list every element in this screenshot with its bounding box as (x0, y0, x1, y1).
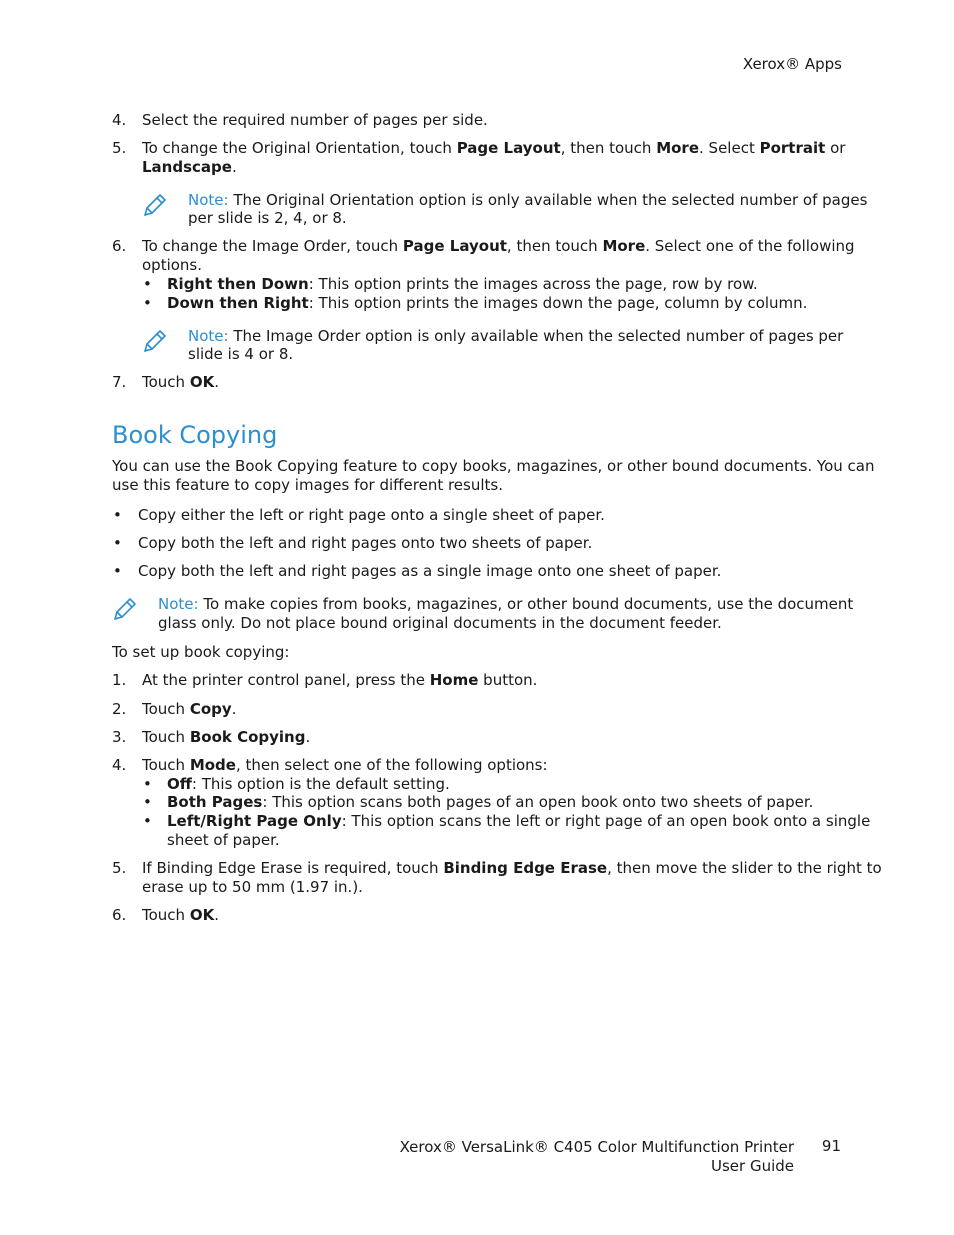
bold-term: Page Layout (402, 237, 507, 255)
bold-term: Page Layout (456, 139, 561, 157)
page-number: 91 (821, 1137, 841, 1155)
bullet-dot: • (143, 812, 152, 830)
bold-term: Both Pages (167, 793, 263, 811)
list-item (167, 793, 813, 812)
step-number: 5. (112, 859, 127, 877)
list-item: Copy both the left and right pages as a single image onto one sheet of paper. (138, 562, 722, 580)
bold-term: OK (189, 373, 215, 391)
text-run: Touch (142, 906, 190, 924)
list-item (167, 831, 280, 850)
text-run: . Select (699, 139, 760, 157)
text-run: : This option scans the left or right page of an open book onto a single (341, 812, 871, 830)
text-run: , then touch (560, 139, 657, 157)
step-number: 6. (112, 237, 127, 255)
bullet-dot: • (113, 534, 122, 552)
list-item (167, 812, 870, 831)
text-run: : This option is the default setting. (191, 775, 450, 793)
text-run: or (825, 139, 846, 157)
note-label: Note: (158, 595, 199, 613)
pencil-icon (111, 597, 137, 623)
step-number: 4. (112, 756, 127, 774)
text-run: To change the Image Order, touch (142, 237, 403, 255)
step-text (142, 237, 855, 256)
bold-term: More (656, 139, 700, 157)
note-line: slide is 4 or 8. (188, 345, 294, 363)
text-run: . (305, 728, 311, 746)
paragraph-line: To set up book copying: (112, 643, 290, 661)
bullet-dot: • (113, 506, 122, 524)
text-run: Select the required number of pages per side. (142, 111, 488, 129)
text-run: . (231, 700, 237, 718)
step-number: 4. (112, 111, 127, 129)
text-run: Touch (142, 373, 190, 391)
step-text (142, 671, 537, 690)
pencil-icon (141, 193, 167, 219)
note-line: glass only. Do not place bound original documents in the document feeder. (158, 614, 722, 632)
text-run: : This option scans both pages of an open book onto two sheets of paper. (262, 793, 814, 811)
bold-term: Down then Right (167, 294, 309, 312)
step-number: 3. (112, 728, 127, 746)
text-run: sheet of paper. (167, 831, 280, 849)
bold-term: Copy (189, 700, 232, 718)
bold-term: Mode (189, 756, 236, 774)
note-label: Note: (188, 327, 229, 345)
step-text (142, 158, 237, 177)
list-item: Copy either the left or right page onto a single sheet of paper. (138, 506, 605, 524)
step-number: 1. (112, 671, 127, 689)
text-run: . Select one of the following (645, 237, 855, 255)
bold-term: More (602, 237, 646, 255)
step-text (142, 728, 310, 747)
step-number: 6. (112, 906, 127, 924)
note-text (158, 595, 853, 614)
text-run: If Binding Edge Erase is required, touch (142, 859, 444, 877)
note-label: Note: (188, 191, 229, 209)
text-run: , then touch (506, 237, 603, 255)
list-item (167, 275, 758, 294)
step-text (142, 256, 202, 275)
text-run: . (214, 373, 219, 391)
step-text (142, 111, 488, 130)
step-text (142, 700, 236, 719)
text-run: options. (142, 256, 203, 274)
list-item (167, 775, 450, 794)
step-text (142, 878, 363, 897)
running-header: Xerox® Apps (742, 55, 842, 73)
bullet-dot: • (113, 562, 122, 580)
list-item (167, 294, 807, 313)
text-run: At the printer control panel, press the (142, 671, 430, 689)
note-line: The Image Order option is only available when the selected number of pages per (233, 327, 844, 345)
bold-term: Off (167, 775, 192, 793)
bold-term: OK (189, 906, 215, 924)
step-number: 7. (112, 373, 127, 391)
text-run: , then move the slider to the right to (607, 859, 882, 877)
text-run: To change the Original Orientation, touch (142, 139, 457, 157)
step-text (142, 139, 845, 158)
bold-term: Portrait (759, 139, 826, 157)
text-run: erase up to 50 mm (1.97 in.). (142, 878, 363, 896)
bold-term: Binding Edge Erase (443, 859, 608, 877)
bold-term: Left/Right Page Only (167, 812, 342, 830)
note-line: per slide is 2, 4, or 8. (188, 209, 347, 227)
footer-doc-type: User Guide (710, 1157, 794, 1175)
text-run: , then select one of the following options: (235, 756, 548, 774)
note-text (188, 327, 843, 346)
text-run: Touch (142, 756, 190, 774)
step-text (142, 906, 219, 925)
bold-term: Book Copying (189, 728, 306, 746)
step-number: 2. (112, 700, 127, 718)
text-run: : This option prints the images down the page, column by column. (308, 294, 808, 312)
text-run: . (214, 906, 219, 924)
step-text (142, 373, 219, 392)
note-line: To make copies from books, magazines, or other bound documents, use the document (203, 595, 854, 613)
step-text (142, 859, 882, 878)
paragraph-line: You can use the Book Copying feature to copy books, magazines, or other bound documents. You can (112, 457, 875, 475)
bullet-dot: • (143, 275, 152, 293)
paragraph-line: use this feature to copy images for different results. (112, 476, 503, 494)
text-run: Touch (142, 728, 190, 746)
note-line: The Original Orientation option is only available when the selected number of pages (233, 191, 868, 209)
text-run: Touch (142, 700, 190, 718)
step-number: 5. (112, 139, 127, 157)
bold-term: Right then Down (167, 275, 309, 293)
bullet-dot: • (143, 793, 152, 811)
text-run: button. (478, 671, 538, 689)
footer-product: Xerox® VersaLink® C405 Color Multifunction Printer (399, 1138, 794, 1156)
text-run: . (231, 158, 237, 176)
text-run: : This option prints the images across the page, row by row. (308, 275, 758, 293)
bold-term: Home (429, 671, 479, 689)
list-item: Copy both the left and right pages onto two sheets of paper. (138, 534, 593, 552)
pencil-icon (141, 329, 167, 355)
bullet-dot: • (143, 775, 152, 793)
bold-term: Landscape (142, 158, 232, 176)
section-heading: Book Copying (112, 421, 278, 449)
step-text (142, 756, 548, 775)
note-text (188, 191, 867, 210)
bullet-dot: • (143, 294, 152, 312)
